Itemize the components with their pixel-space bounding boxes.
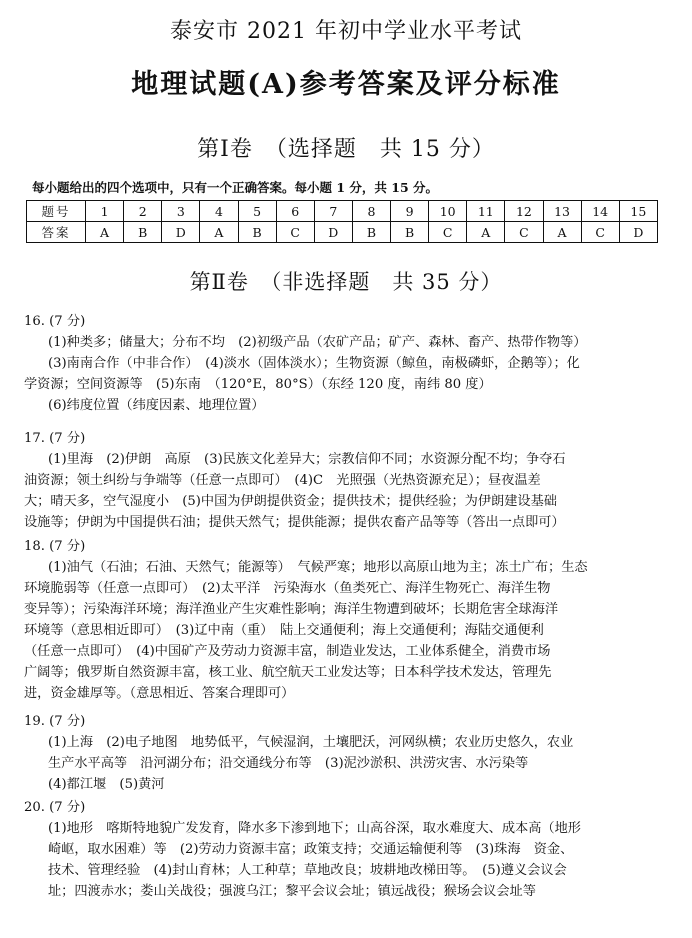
answer-cell: A <box>543 222 581 243</box>
answer-table <box>26 200 658 243</box>
answer-cell: C <box>505 222 543 243</box>
answer-line: （任意一点即可） (4)中国矿产及劳动力资源丰富，制造业发达，工业体系健全，消费市场 <box>24 644 551 659</box>
question-number: 12 <box>505 201 543 222</box>
answer-line: (1)种类多；储量大；分布不均 (2)初级产品（农矿产品；矿产、森林、畜产、热带作物等） <box>48 335 587 350</box>
answer-cell: C <box>429 222 467 243</box>
answer-cell: C <box>581 222 619 243</box>
question-number: 7 <box>314 201 352 222</box>
answer-line: (1)里海 (2)伊朗 高原 (3)民族文化差异大；宗教信仰不同；水资源分配不均；争夺石 <box>48 452 566 467</box>
document-title: 地理试题(A)参考答案及评分标准 <box>131 69 561 100</box>
answer-line: 生产水平高等 沿河湖分布；沿交通线分布等 (3)泥沙淤积、洪涝灾害、水污染等 <box>48 756 529 771</box>
answer-line: 变异等）；污染海洋环境；海洋渔业产生灾难性影响；海洋生物遭到破坏；长期危害全球海洋 <box>24 602 559 617</box>
question-header: 20. (7 分) <box>24 800 86 815</box>
answer-table-answer-row <box>27 222 658 243</box>
question-number: 5 <box>238 201 276 222</box>
answer-line: (1)地形 喀斯特地貌广发发育，降水多下渗到地下；山高谷深，取水难度大、成本高（地形 <box>48 821 581 836</box>
question-number: 9 <box>391 201 429 222</box>
answer-cell: B <box>391 222 429 243</box>
question-header: 17. (7 分) <box>24 431 86 446</box>
answer-table-number-row <box>27 201 658 222</box>
answer-line: 环境脆弱等（任意一点即可） (2)太平洋 污染海水（鱼类死亡、海洋生物死亡、海洋生物 <box>24 581 551 596</box>
question-header: 16. (7 分) <box>24 314 86 329</box>
exam-title: 泰安市 2021 年初中学业水平考试 <box>170 19 522 44</box>
question-20 <box>24 797 672 902</box>
question-number: 3 <box>162 201 200 222</box>
question-number: 11 <box>467 201 505 222</box>
answer-line: 大；晴天多，空气湿度小 (5)中国为伊朗提供资金；提供技术；提供经验；为伊朗建设基础 <box>24 494 557 509</box>
question-number: 8 <box>352 201 390 222</box>
answer-line: (4)都江堰 (5)黄河 <box>48 777 165 792</box>
answer-cell: A <box>467 222 505 243</box>
answer-cell: D <box>314 222 352 243</box>
answer-line: 油资源；领土纠纷与争端等（任意一点即可） (4)C 光照强（光热资源充足）；昼夜温差 <box>24 473 541 488</box>
answer-line: 进，资金雄厚等。（意思相近、答案合理即可） <box>24 686 295 701</box>
question-number: 10 <box>429 201 467 222</box>
question-19 <box>24 711 672 795</box>
answer-cell: B <box>352 222 390 243</box>
answer-line: 址；四渡赤水；娄山关战役；强渡乌江；黎平会议会址；镇远战役；猴场会议会址等 <box>48 884 536 899</box>
question-number: 4 <box>200 201 238 222</box>
question-header: 19. (7 分) <box>24 714 86 729</box>
answer-line: 学资源；空间资源等 (5)东南 （120°E，80°S）（东经 120 度，南纬 80 度） <box>24 377 492 392</box>
answer-cell: B <box>124 222 162 243</box>
answer-line: 广阔等；俄罗斯自然资源丰富，核工业、航空航天工业发达等；日本科学技术发达，管理先 <box>24 665 552 680</box>
answer-cell: D <box>619 222 657 243</box>
question-number: 14 <box>581 201 619 222</box>
answer-line: 技术、管理经验 (4)封山育林；人工种草；草地改良；坡耕地改梯田等。 (5)遵义会议会 <box>48 863 567 878</box>
row-label-answer: 答案 <box>27 222 86 243</box>
part1-heading: 第Ⅰ卷 （选择题 共 15 分） <box>197 137 495 162</box>
question-17 <box>24 428 672 533</box>
row-label-number: 题号 <box>27 201 86 222</box>
question-number: 15 <box>619 201 657 222</box>
question-16 <box>24 311 672 416</box>
answer-line: (1)上海 (2)电子地图 地势低平，气候湿润，土壤肥沃，河网纵横；农业历史悠久，农业 <box>48 735 574 750</box>
part2-heading: 第Ⅱ卷 （非选择题 共 35 分） <box>189 270 503 294</box>
question-number: 6 <box>276 201 314 222</box>
answer-line: (6)纬度位置（纬度因素、地理位置） <box>48 398 265 413</box>
answer-cell: A <box>86 222 124 243</box>
answer-line: 环境等（意思相近即可） (3)辽中南（重） 陆上交通便利；海上交通便利；海陆交通便利 <box>24 623 544 638</box>
answer-line: (3)南南合作（中非合作） (4)淡水（固体淡水）；生物资源（鲸鱼，南极磷虾，企鹅等）；化 <box>48 356 580 371</box>
question-header: 18. (7 分) <box>24 539 86 554</box>
question-number: 1 <box>86 201 124 222</box>
question-number: 13 <box>543 201 581 222</box>
answer-line: (1)油气（石油；石油、天然气；能源等） 气候严寒；地形以高原山地为主；冻土广布；生态 <box>48 560 588 575</box>
answer-line: 设施等；伊朗为中国提供石油；提供天然气；提供能源；提供农畜产品等等（答出一点即可） <box>24 515 565 530</box>
question-number: 2 <box>124 201 162 222</box>
answer-cell: C <box>276 222 314 243</box>
question-18 <box>24 536 672 704</box>
answer-cell: B <box>238 222 276 243</box>
answer-line: 崎岖，取水困难）等 (2)劳动力资源丰富；政策支持；交通运输便利等 (3)珠海 资金、 <box>48 842 574 857</box>
answer-cell: A <box>200 222 238 243</box>
part1-instruction: 每小题给出的四个选项中，只有一个正确答案。每小题 1 分，共 15 分。 <box>32 180 439 195</box>
answer-cell: D <box>162 222 200 243</box>
